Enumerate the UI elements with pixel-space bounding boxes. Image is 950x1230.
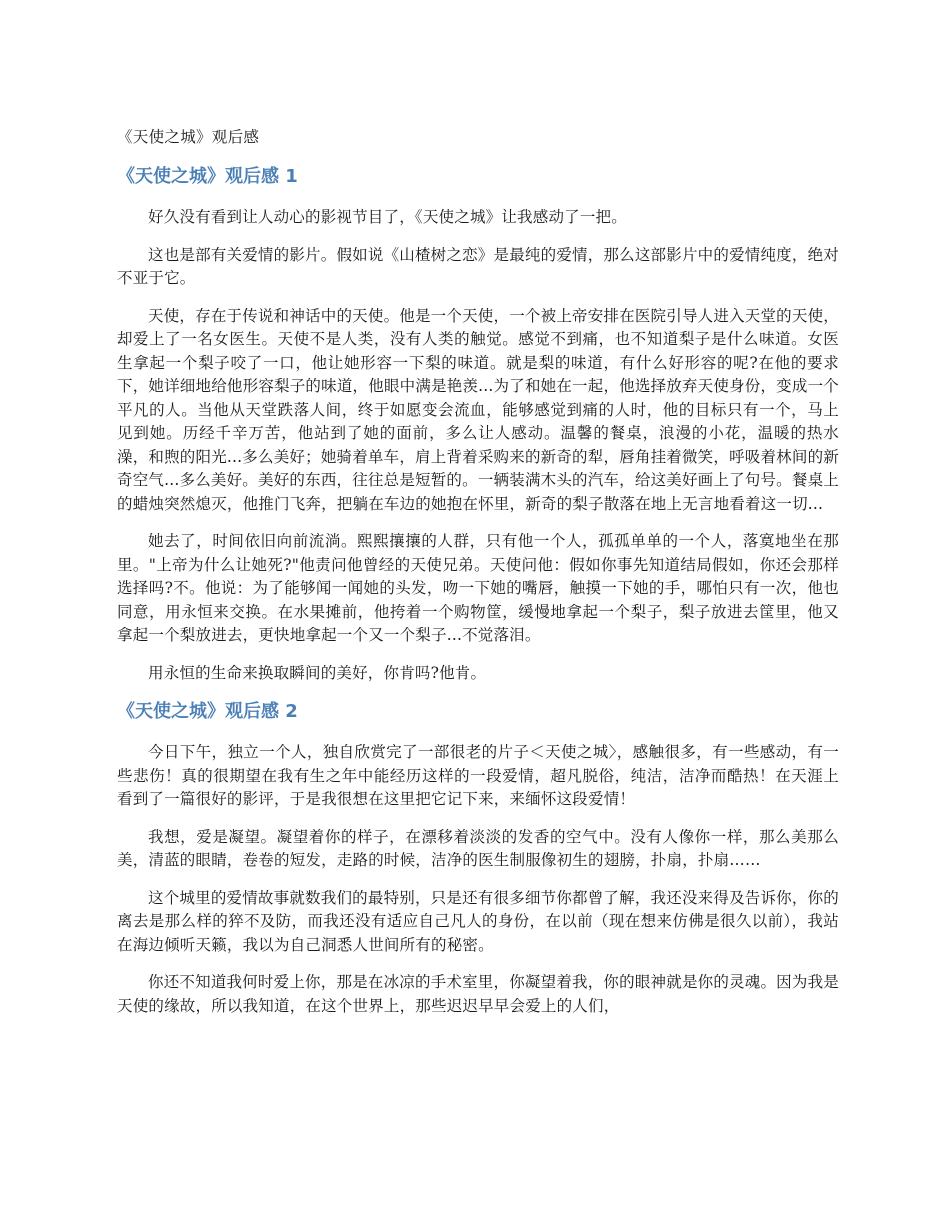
review-section-2 bbox=[117, 699, 839, 1018]
paragraph: 好久没有看到让人动心的影视节目了，《天使之城》让我感动了一把。 bbox=[148, 208, 627, 226]
paragraph: 我想，爱是凝望。凝望着你的样子，在漂移着淡淡的发香的空气中。没有人像你一样，那么美那么美，清蓝的眼睛，卷卷的短发，走路的时候，洁净的医生制服像初生的翅膀，扑扇，扑扇…… bbox=[117, 827, 839, 869]
paragraph: 你还不知道我何时爱上你，那是在冰凉的手术室里，你凝望着我，你的眼神就是你的灵魂。因为我是天使的缘故，所以我知道，在这个世界上，那些迟迟早早会爱上的人们， bbox=[117, 973, 839, 1015]
paragraph: 今日下午，独立一个人，独自欣赏完了一部很老的片子＜天使之城〉，感触很多，有一些感动，有一些悲伤！真的很期望在我有生之年中能经历这样的一段爱情，超凡脱俗，纯洁，洁净而酷热！在天涯上看到了一篇很好的影评，于是我很想在这里把它记下来，来缅怀这段爱情！ bbox=[117, 743, 839, 808]
section-heading: 《天使之城》观后感 1 bbox=[117, 166, 298, 187]
paragraph: 天使，存在于传说和神话中的天使。他是一个天使，一个被上帝安排在医院引导人进入天堂的天使，却爱上了一名女医生。天使不是人类，没有人类的触觉。感觉不到痛，也不知道梨子是什么味道。女医生拿起一个梨子咬了一口，他让她形容一下梨的味道。就是梨的味道，有什么好形容的呢?在他的要求下，她详细地给他形容梨子的味道，他眼中满是艳羡...为了和她在一起，他选择放弃天使身份，变成一个平凡的人。当他从天堂跌落人间，终于如愿变会流血，能够感觉到痛的人时，他的目标只有一个，马上见到她。历经千辛万苦，他站到了她的面前，多么让人感动。温馨的餐桌，浪漫的小花，温暖的热水澡，和煦的阳光...多么美好；她骑着单车，肩上背着采购来的新奇的犁，唇角挂着微笑，呼吸着林间的新奇空气...多么美好。美好的东西，往往总是短暂的。一辆装满木头的汽车，给这美好画上了句号。餐桌上的蜡烛突然熄灭，他推门飞奔，把躺在车边的她抱在怀里，新奇的梨子散落在地上无言地看着这一切... bbox=[117, 306, 839, 513]
paragraph: 她去了，时间依旧向前流淌。熙熙攘攘的人群，只有他一个人，孤孤单单的一个人，落寞地坐在那里。"上帝为什么让她死?"他责问他曾经的天使兄弟。天使问他：假如你事先知道结局假如，你还会那样选择吗?不。他说：为了能够闻一闻她的头发，吻一下她的嘴唇，触摸一下她的手，哪怕只有一次，他也同意，用永恒来交换。在水果摊前，他挎着一个购物筐，缓慢地拿起一个梨子，梨子放进去筐里，他又拿起一个梨放进去，更快地拿起一个又一个梨子...不觉落泪。 bbox=[117, 532, 839, 644]
paragraph: 用永恒的生命来换取瞬间的美好，你肯吗?他肯。 bbox=[148, 663, 487, 682]
paragraph: 这也是部有关爱情的影片。假如说《山楂树之恋》是最纯的爱情，那么这部影片中的爱情纯度，绝对不亚于它。 bbox=[117, 245, 839, 287]
paragraph: 这个城里的爱情故事就数我们的最特别，只是还有很多细节你都曾了解，我还没来得及告诉你，你的离去是那么样的猝不及防，而我还没有适应自己凡人的身份，在以前（现在想来仿佛是很久以前），我站在海边倾听天籁，我以为自己洞悉人世间所有的秘密。 bbox=[117, 888, 839, 954]
review-section-1 bbox=[117, 164, 839, 685]
section-heading: 《天使之城》观后感 2 bbox=[117, 701, 298, 722]
document-title: 《天使之城》观后感 bbox=[117, 128, 260, 146]
document-page bbox=[117, 126, 839, 1032]
